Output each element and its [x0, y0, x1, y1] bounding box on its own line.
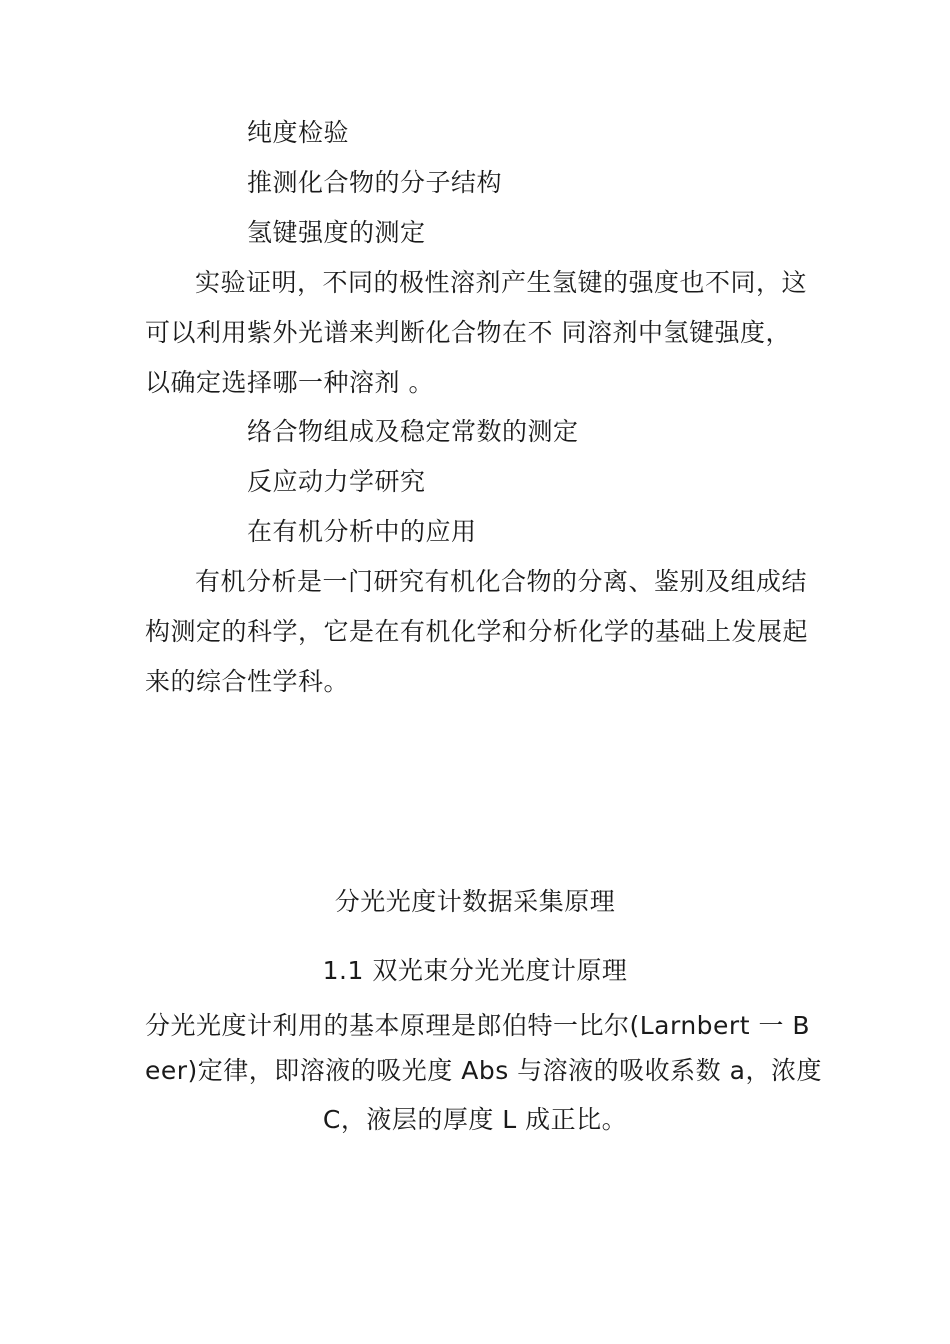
section-title: 分光光度计数据采集原理	[334, 887, 616, 916]
paragraph-solvent-line3: 以确定选择哪一种溶剂 。	[145, 368, 434, 397]
list-item-reaction-kinetics: 反应动力学研究	[247, 467, 426, 496]
subsection-title: 1.1 双光束分光光度计原理	[322, 956, 628, 985]
paragraph-organic-line2: 构测定的科学，它是在有机化学和分析化学的基础上发展起	[145, 617, 809, 646]
paragraph-organic-line1: 有机分析是一门研究有机化合物的分离、鉴别及组成结	[195, 567, 808, 596]
list-item-organic-analysis: 在有机分析中的应用	[247, 517, 477, 546]
paragraph-principle-line2: eer)定律，即溶液的吸光度 Abs 与溶液的吸收系数 a，浓度	[145, 1056, 822, 1085]
list-item-hydrogen-bond: 氢键强度的测定	[247, 218, 426, 247]
paragraph-principle-line1: 分光光度计利用的基本原理是郎伯特一比尔(Larnbert 一 B	[145, 1011, 811, 1040]
paragraph-solvent-line2: 可以利用紫外光谱来判断化合物在不 同溶剂中氢键强度，	[145, 318, 791, 347]
paragraph-organic-line3: 来的综合性学科。	[145, 667, 350, 696]
list-item-purity-test: 纯度检验	[247, 118, 350, 147]
paragraph-solvent-line1: 实验证明，不同的极性溶剂产生氢键的强度也不同，这	[195, 268, 808, 297]
paragraph-principle-line3: C，液层的厚度 L 成正比。	[322, 1105, 628, 1134]
list-item-complex-stability: 络合物组成及稳定常数的测定	[247, 417, 579, 446]
list-item-molecular-structure: 推测化合物的分子结构	[247, 168, 503, 197]
